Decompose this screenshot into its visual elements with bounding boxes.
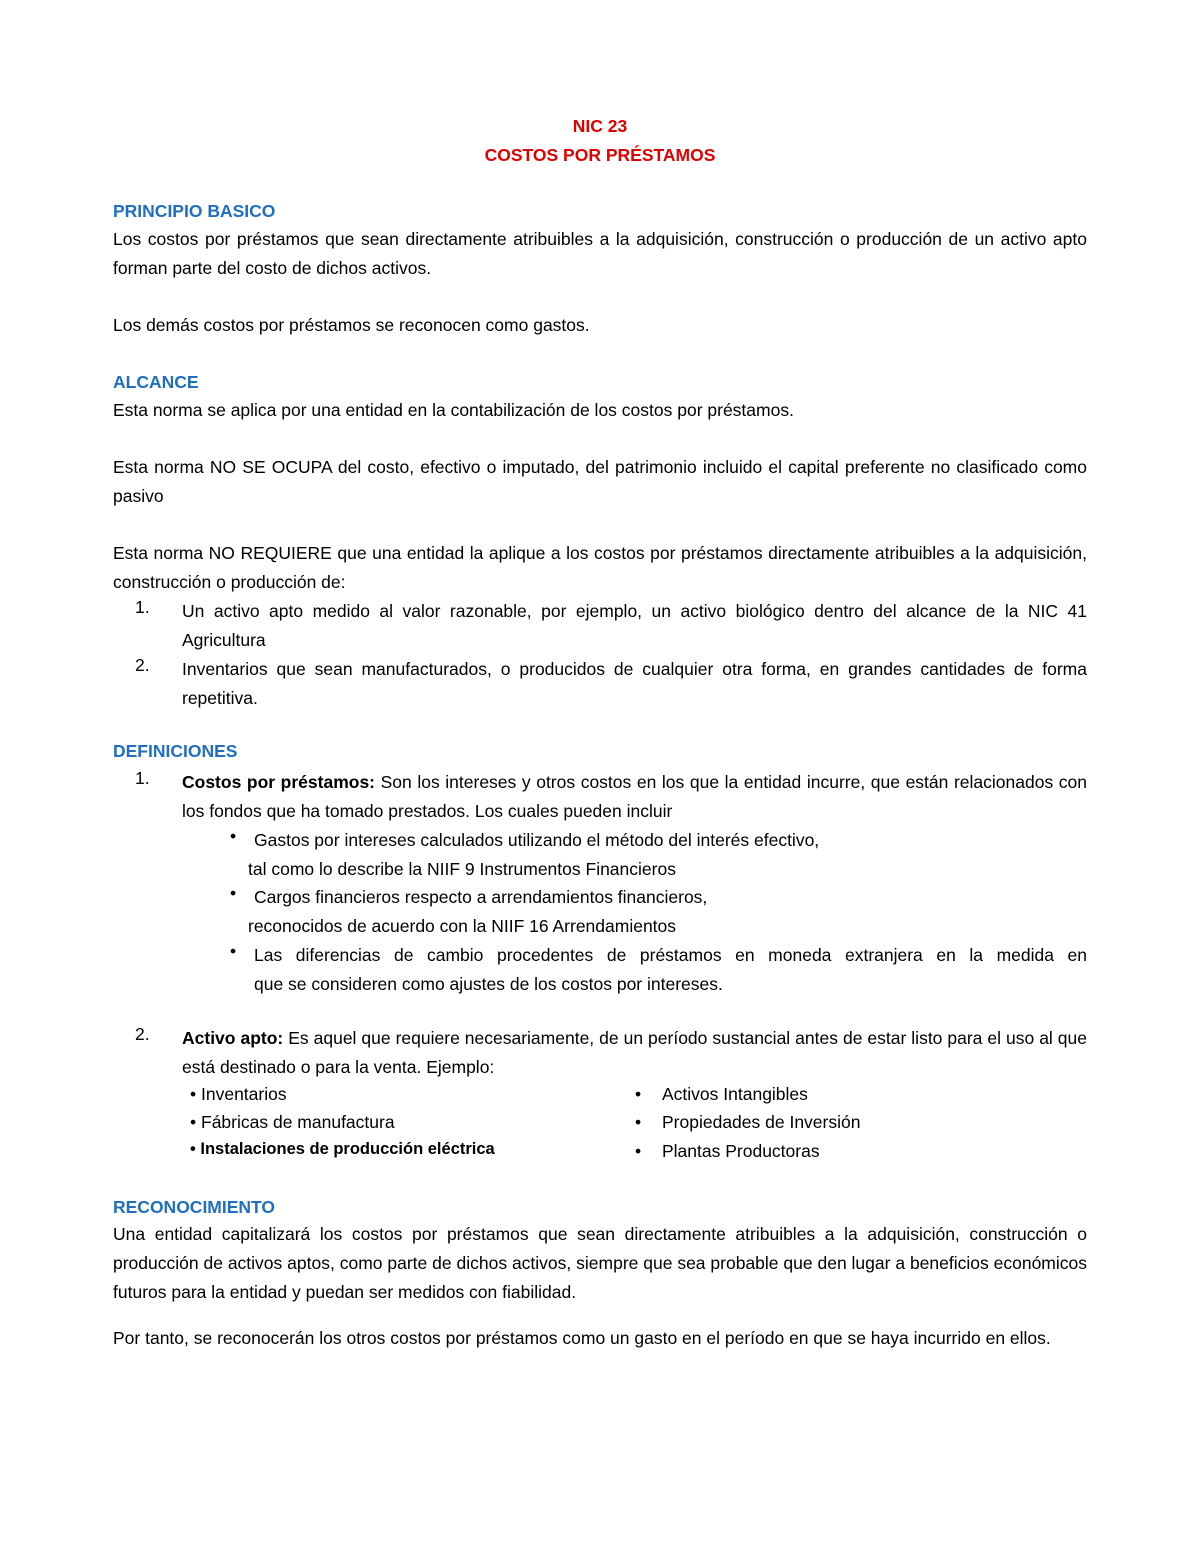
alcance-paragraph-1: Esta norma se aplica por una entidad en la contabilización de los costos por préstamos. — [113, 400, 794, 420]
term-definition: Es aquel que requiere necesariamente, de un período sustancial antes de estar listo para el uso al que está destinado o para la venta. Ejemplo: — [182, 1028, 1087, 1077]
bullet-dot-icon: • — [635, 1112, 642, 1132]
section-heading-alcance: ALCANCE — [113, 372, 199, 392]
term-definition: Son los intereses y otros costos en los que la entidad incurre, que están relacionados con los fondos que ha tomado prestados. Los cuales pueden incluir — [182, 772, 1088, 821]
example-item — [635, 1080, 641, 1109]
principio-paragraph-1: Los costos por préstamos que sean directamente atribuibles a la adquisición, construcción o producción de un activo apto forman parte del costo de dichos activos. — [113, 229, 1087, 278]
reconocimiento-paragraph-2: Por tanto, se reconocerán los otros costos por préstamos como un gasto en el período en que se haya incurrido en ellos. — [113, 1328, 1051, 1348]
list-number: 2. — [135, 1024, 150, 1044]
example-item — [635, 1108, 641, 1137]
term-label: Activo apto: — [182, 1028, 284, 1048]
alcance-paragraph-3: Esta norma NO REQUIERE que una entidad la aplique a los costos por préstamos directamente atribuibles a la adquisición, construcción o producción de: — [113, 543, 1087, 592]
list-number: 1. — [135, 768, 150, 788]
list-text — [182, 1024, 1087, 1082]
example-item — [635, 1137, 641, 1166]
section-heading-principio: PRINCIPIO BASICO — [113, 201, 276, 221]
bullet-dot-icon: • — [230, 883, 237, 903]
bullet-line: tal como lo describe la NIIF 9 Instrumentos Financieros — [248, 859, 676, 879]
example-item: • Instalaciones de producción eléctrica — [190, 1140, 495, 1158]
list-number: 1. — [135, 597, 150, 617]
bullet-dot-icon: • — [635, 1084, 642, 1104]
example-text: Activos Intangibles — [662, 1084, 808, 1104]
bullet-dot-icon: • — [230, 941, 237, 961]
bullet-line: Gastos por intereses calculados utilizando el método del interés efectivo, — [254, 830, 820, 850]
example-text: Propiedades de Inversión — [662, 1112, 861, 1132]
reconocimiento-paragraph-1: Una entidad capitalizará los costos por préstamos que sean directamente atribuibles a la adquisición, construcción o producción de activos aptos, como parte de dichos activos, siempre que sea probable que den lugar a beneficios económicos futuros para la entidad y puedan ser medidos con fiabilidad. — [113, 1224, 1087, 1302]
bullet-dot-icon: • — [190, 1112, 201, 1132]
bullet-dot-icon: • — [230, 826, 237, 846]
term-label: Costos por préstamos: — [182, 772, 376, 792]
example-item: • Fábricas de manufactura — [190, 1112, 395, 1132]
bullet-dot-icon: • — [190, 1084, 201, 1104]
bullet-dot-icon: • — [190, 1140, 201, 1158]
alcance-paragraph-2: Esta norma NO SE OCUPA del costo, efectivo o imputado, del patrimonio incluido el capital preferente no clasificado como pasivo — [113, 457, 1087, 506]
list-text: Inventarios que sean manufacturados, o producidos de cualquier otra forma, en grandes cantidades de forma repetitiva. — [182, 659, 1087, 708]
bullet-line: Las diferencias de cambio procedentes de préstamos en moneda extranjera en la medida en — [254, 945, 1087, 965]
example-item: • Inventarios — [190, 1084, 287, 1104]
list-text — [182, 768, 1087, 826]
section-heading-definiciones: DEFINICIONES — [113, 741, 238, 761]
standard-code: NIC 23 — [572, 116, 628, 136]
example-text: Plantas Productoras — [662, 1141, 820, 1161]
principio-paragraph-2: Los demás costos por préstamos se reconocen como gastos. — [113, 315, 590, 335]
section-heading-reconocimiento: RECONOCIMIENTO — [113, 1197, 276, 1217]
bullet-dot-icon: • — [635, 1141, 642, 1161]
bullet-line: reconocidos de acuerdo con la NIIF 16 Arrendamientos — [248, 916, 677, 936]
bullet-line: Cargos financieros respecto a arrendamientos financieros, — [254, 887, 708, 907]
document-title: COSTOS POR PRÉSTAMOS — [484, 145, 716, 165]
list-text: Un activo apto medido al valor razonable, por ejemplo, un activo biológico dentro del alcance de la NIC 41 Agricultura — [182, 601, 1087, 650]
bullet-line: que se consideren como ajustes de los costos por intereses. — [254, 974, 723, 994]
list-number: 2. — [135, 655, 150, 675]
